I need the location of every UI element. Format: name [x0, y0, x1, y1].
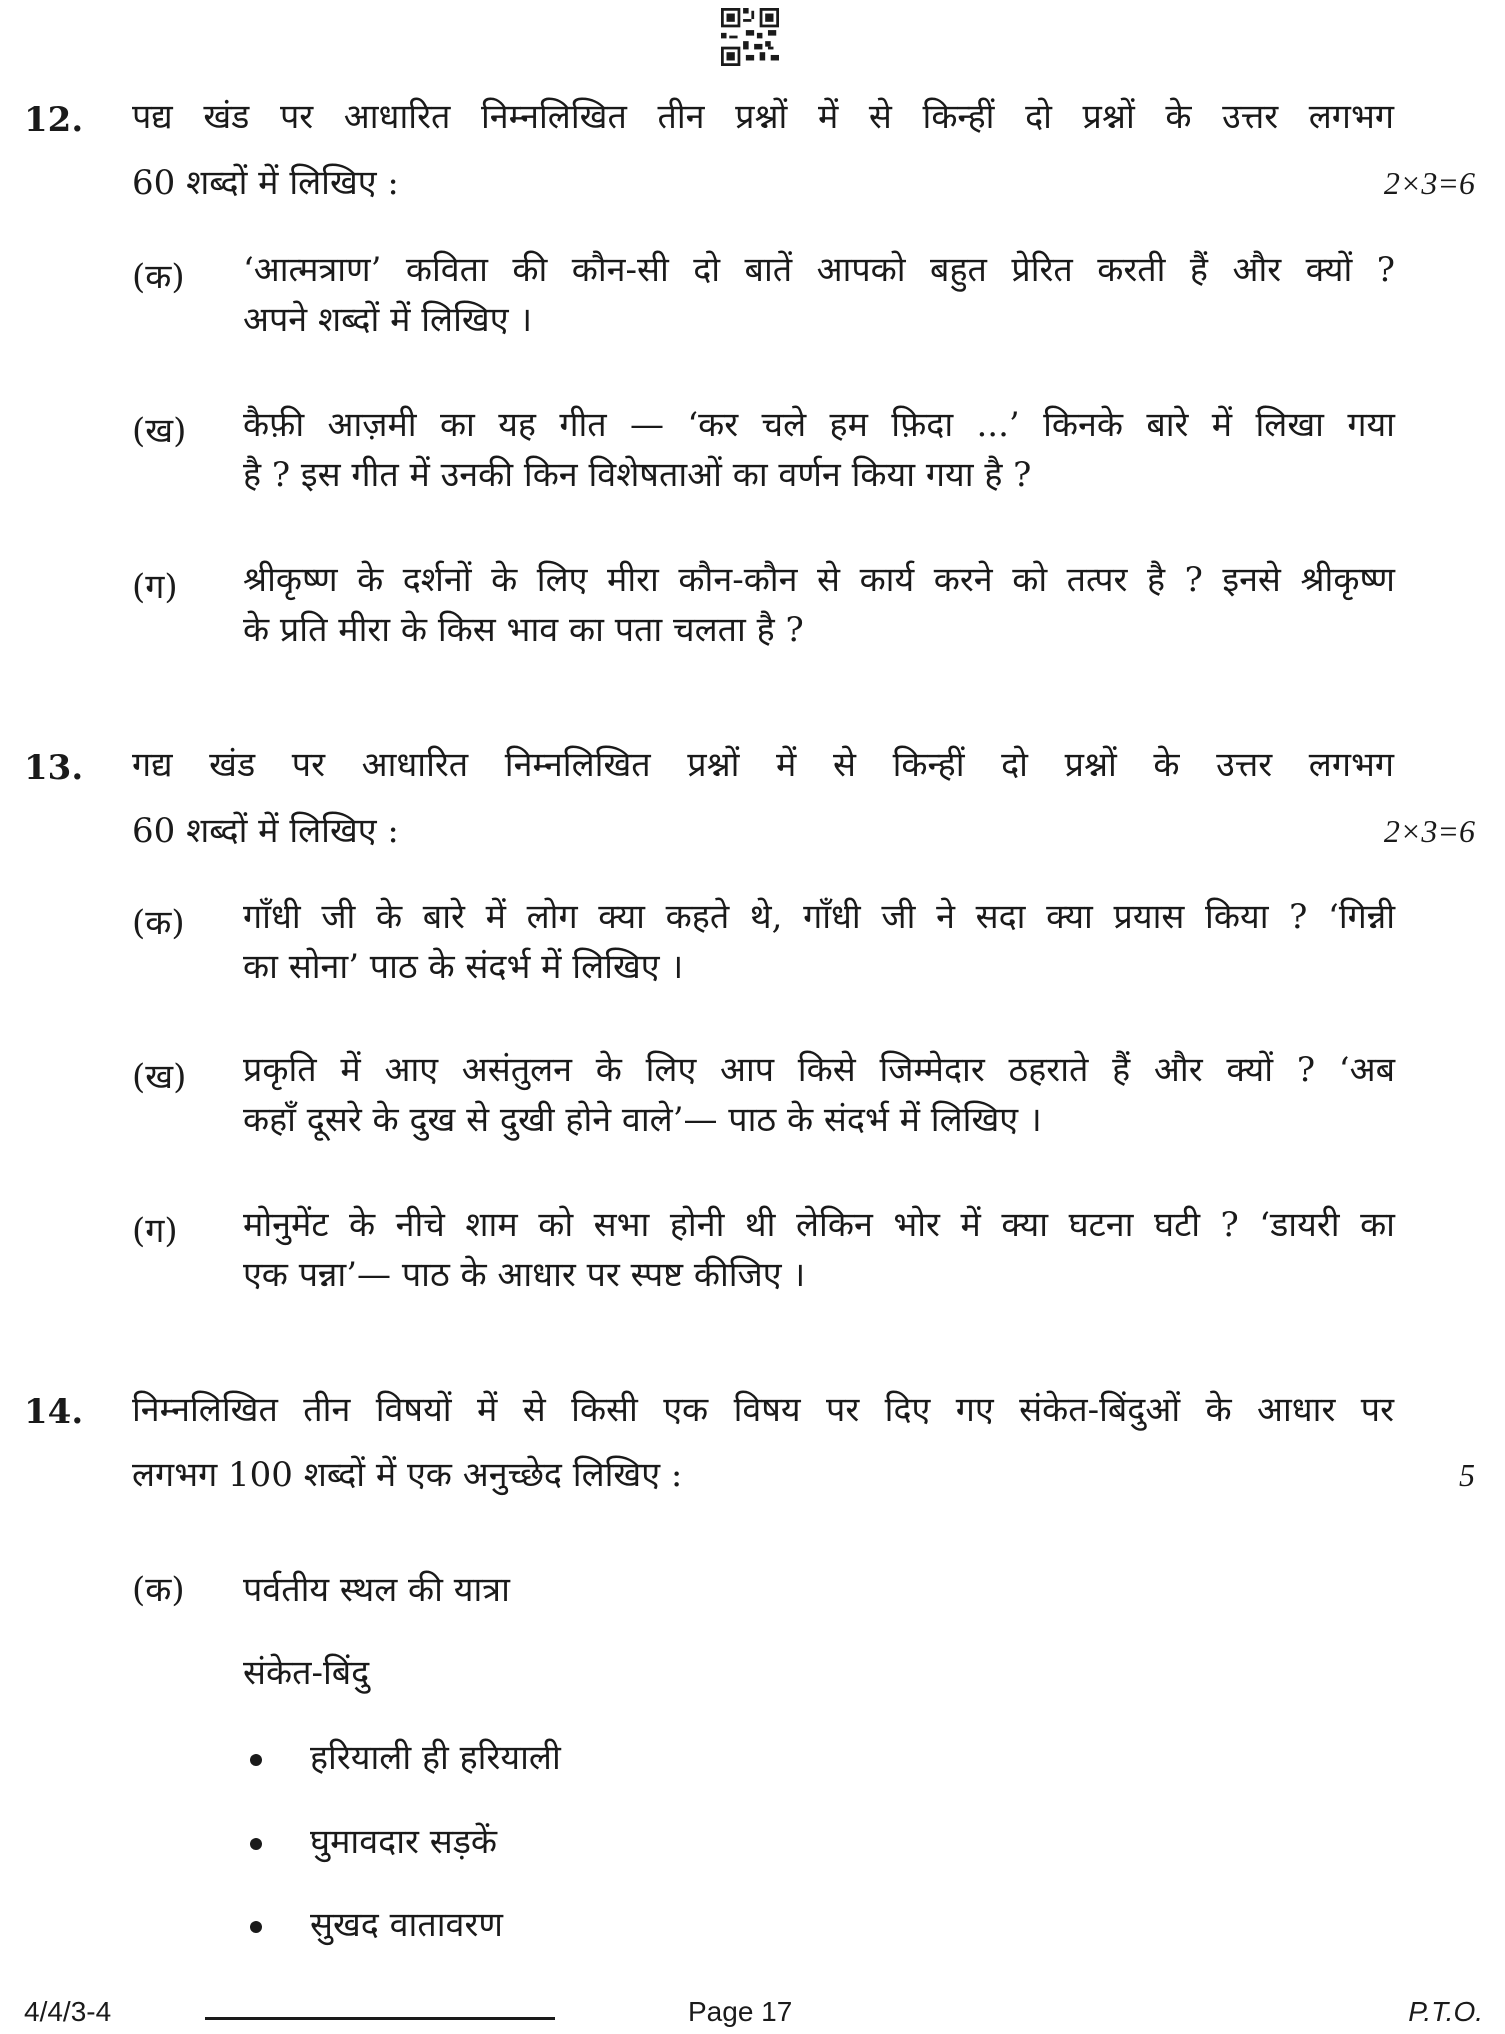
question-instruction-cont: लगभग 100 शब्दों में एक अनुच्छेद लिखिए : — [132, 1455, 683, 1495]
text-line: प्रकृति में आए असंतुलन के लिए आप किसे जिम्मेदार ठहराते हैं और क्यों ? ‘अब — [243, 1050, 1395, 1090]
bullet-icon — [250, 1754, 262, 1766]
question-instruction-cont: 60 शब्दों में लिखिए : — [132, 163, 399, 203]
bullet-icon — [250, 1921, 262, 1933]
sub-question-label: (ख) — [132, 1057, 187, 1097]
sub-question-text — [243, 245, 1395, 345]
question-number: 14. — [24, 1392, 84, 1432]
page-number: Page 17 — [688, 1996, 793, 2027]
text-line: ‘आत्मत्राण’ कविता की कौन-सी दो बातें आपको बहुत प्रेरित करती हैं और क्यों ? — [243, 250, 1395, 290]
marks: 2×3=6 — [1383, 165, 1475, 201]
bullet-icon — [250, 1838, 262, 1850]
text-line: गाँधी जी के बारे में लोग क्या कहते थे, गाँधी जी ने सदा क्या प्रयास किया ? ‘गिन्नी — [243, 897, 1395, 937]
text-line: के प्रति मीरा के किस भाव का पता चलता है ? — [243, 610, 804, 650]
qr-code-icon — [721, 8, 779, 66]
text-line: मोनुमेंट के नीचे शाम को सभा होनी थी लेकिन भोर में क्या घटना घटी ? ‘डायरी का — [243, 1205, 1395, 1245]
text-line: है ? इस गीत में उनकी किन विशेषताओं का वर्णन किया गया है ? — [243, 455, 1032, 495]
sub-question-label: (ग) — [132, 1211, 178, 1251]
question-number: 12. — [24, 100, 84, 140]
question-instruction: निम्नलिखित तीन विषयों में से किसी एक विषय पर दिए गए संकेत-बिंदुओं के आधार पर — [132, 1390, 1394, 1430]
paper-code: 4/4/3-4 — [24, 1996, 112, 2027]
question-number: 13. — [24, 748, 84, 788]
sub-question-text — [243, 1200, 1395, 1300]
sub-question-label: (ख) — [132, 411, 187, 451]
text-line: कहाँ दूसरे के दुख से दुखी होने वाले’— पाठ के संदर्भ में लिखिए । — [243, 1100, 1042, 1140]
text-line: श्रीकृष्ण के दर्शनों के लिए मीरा कौन-कौन से कार्य करने को तत्पर है ? इनसे श्रीकृष्ण — [243, 560, 1395, 600]
hint-heading: संकेत-बिंदु — [243, 1653, 370, 1693]
text-line: अपने शब्दों में लिखिए । — [243, 300, 533, 340]
please-turn-over: P.T.O. — [1408, 1996, 1483, 2027]
sub-question-label: (क) — [132, 903, 185, 943]
sub-question-text — [243, 555, 1395, 655]
sub-question-label: (ग) — [132, 567, 178, 607]
hint-item: घुमावदार सड़कें — [310, 1822, 497, 1862]
sub-question-label: (क) — [132, 1570, 185, 1610]
sub-question-text — [243, 892, 1395, 992]
hint-item: सुखद वातावरण — [310, 1905, 503, 1945]
question-instruction: पद्य खंड पर आधारित निम्नलिखित तीन प्रश्नों में से किन्हीं दो प्रश्नों के उत्तर लगभग — [132, 97, 1394, 137]
sub-question-text — [243, 400, 1395, 500]
marks: 5 — [1459, 1457, 1475, 1493]
question-instruction-cont: 60 शब्दों में लिखिए : — [132, 811, 399, 851]
footer-divider — [205, 2017, 555, 2020]
sub-question-text — [243, 1045, 1395, 1145]
topic-title: पर्वतीय स्थल की यात्रा — [243, 1570, 510, 1610]
text-line: एक पन्ना’— पाठ के आधार पर स्पष्ट कीजिए । — [243, 1255, 806, 1295]
hint-item: हरियाली ही हरियाली — [310, 1738, 561, 1778]
marks: 2×3=6 — [1383, 813, 1475, 849]
sub-question-label: (क) — [132, 257, 185, 297]
text-line: का सोना’ पाठ के संदर्भ में लिखिए । — [243, 947, 684, 987]
question-instruction: गद्य खंड पर आधारित निम्नलिखित प्रश्नों में से किन्हीं दो प्रश्नों के उत्तर लगभग — [132, 745, 1394, 785]
text-line: कैफ़ी आज़मी का यह गीत — ‘कर चले हम फ़िदा ...’ किनके बारे में लिखा गया — [243, 405, 1395, 445]
